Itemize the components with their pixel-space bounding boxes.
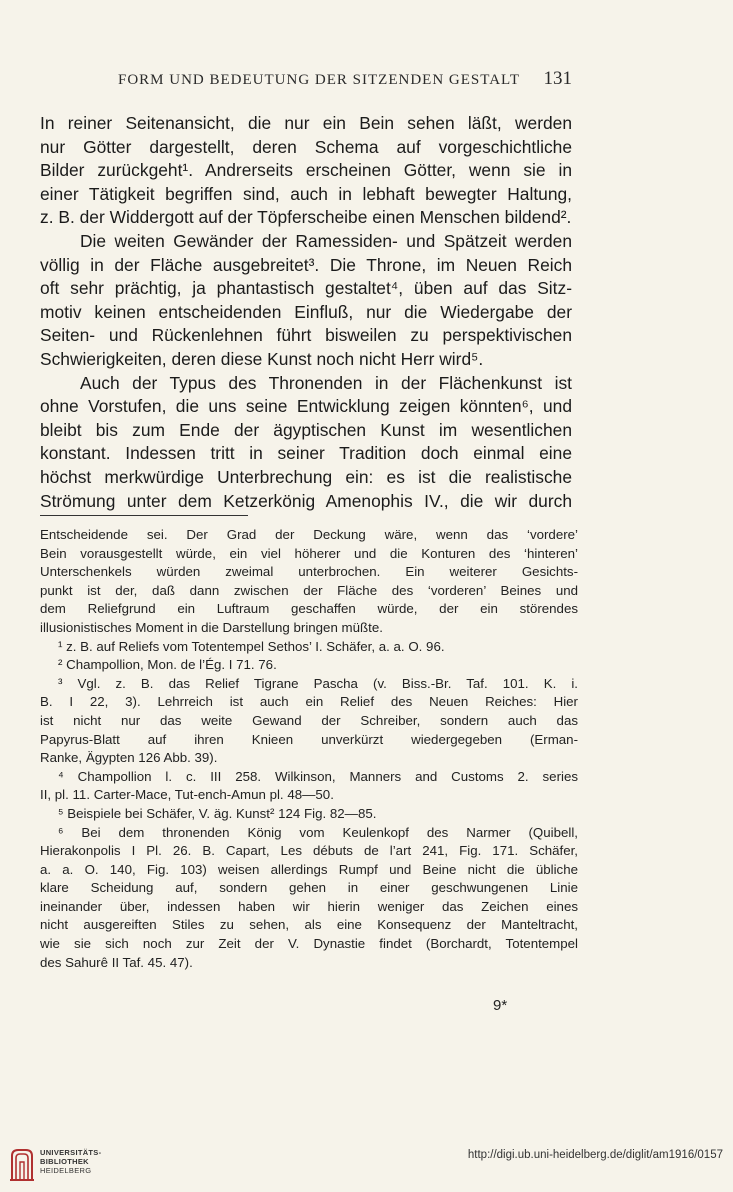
footnote-line: a. a. O. 140, Fig. 103) weisen allerdings Rumpf und Beine nicht die übliche xyxy=(40,861,578,877)
text-line: motiv keinen entscheidenden Einfluß, nur die Wiedergabe der xyxy=(40,301,572,322)
library-logo-icon xyxy=(8,1146,36,1182)
text-line: oft sehr prächtig, ja phantastisch gestaltet⁴, üben auf das Sitz- xyxy=(40,278,572,299)
page-header xyxy=(40,68,572,98)
digitization-footer xyxy=(0,1140,733,1192)
footnote-line: des Sahurê II Taf. 45. 47). xyxy=(40,954,193,970)
footnote-line: Papyrus-Blatt auf ihren Knieen unverkürzt wiedergegeben (Erman- xyxy=(40,731,578,747)
footnote-line: dem Reliefgrund ein Luftraum geschaffen würde, der ein störendes xyxy=(40,601,578,617)
footnote-1: ¹ z. B. auf Reliefs vom Totentempel Sethos’ I. Schäfer, a. a. O. 96. xyxy=(58,638,445,654)
footnote-2: ² Champollion, Mon. de l’Ég. I 71. 76. xyxy=(58,657,277,673)
footnote-3: ³ Vgl. z. B. das Relief Tigrane Pascha (v. Biss.-Br. Taf. 101. K. i. xyxy=(58,675,578,691)
footnote-line: wie sie sich noch zur Zeit der V. Dynastie findet (Borchardt, Totentempel xyxy=(40,936,578,952)
footnote-line: illusionistisches Moment in die Darstellung bringen müßte. xyxy=(40,619,383,635)
footnote-line: Entscheidende sei. Der Grad der Deckung wäre, wenn das ‘vordere’ xyxy=(40,527,578,542)
text-line: Strömung unter dem Ketzerkönig Amenophis IV., die wir durch xyxy=(40,490,572,511)
footnote-divider xyxy=(40,515,248,516)
text-line: z. B. der Widdergott auf der Töpferscheibe einen Menschen bildend². xyxy=(40,207,572,228)
page-number: 131 xyxy=(543,68,572,89)
text-line: einer Tätigkeit begriffen sind, auch in lebhaft bewegter Haltung, xyxy=(40,183,572,204)
text-line: In reiner Seitenansicht, die nur ein Bein sehen läßt, werden xyxy=(40,113,572,133)
signature-mark: 9* xyxy=(493,997,508,1014)
text-line: Die weiten Gewänder der Ramessiden- und Spätzeit werden xyxy=(80,230,572,251)
text-line: Seiten- und Rückenlehnen führt bisweilen zu perspektivischen xyxy=(40,325,572,346)
footnotes xyxy=(40,526,578,972)
text-line: ohne Vorstufen, die uns seine Entwicklung zeigen könnten⁶, und xyxy=(40,396,572,417)
footnote-line: Bein vorausgestellt würde, ein viel höherer und die Konturen des ‘hinteren’ xyxy=(40,545,578,561)
footnote-line: II, pl. 11. Carter-Mace, Tut-ench-Amun pl. 48—50. xyxy=(40,787,334,803)
source-url-link[interactable]: http://digi.ub.uni-heidelberg.de/diglit/am1916/0157 xyxy=(467,1149,723,1161)
main-text xyxy=(40,112,572,513)
footnote-line: punkt ist der, daß dann zwischen der Fläche des ‘vorderen’ Beines und xyxy=(40,582,578,598)
footnote-5: ⁵ Beispiele bei Schäfer, V. äg. Kunst² 124 Fig. 82—85. xyxy=(58,805,377,821)
library-line-1: UNIVERSITÄTS- xyxy=(40,1148,102,1157)
text-line: konstant. Indessen tritt in seiner Tradition doch einmal eine xyxy=(40,443,572,464)
running-head: FORM UND BEDEUTUNG DER SITZENDEN GESTALT xyxy=(118,72,520,88)
footnote-line: klare Scheidung auf, sondern gehen in einer geschwungenen Linie xyxy=(40,880,578,896)
footnote-6: ⁶ Bei dem thronenden König vom Keulenkopf des Narmer (Quibell, xyxy=(58,824,578,840)
text-line: Bilder zurückgeht¹. Andrerseits erscheinen Götter, wenn sie in xyxy=(40,160,572,181)
library-name xyxy=(40,1148,101,1175)
footnote-line: Unterschenkels würden zweimal unterbrochen. Ein weiterer Gesichts- xyxy=(40,564,578,580)
library-line-3: HEIDELBERG xyxy=(40,1166,92,1175)
library-line-2: BIBLIOTHEK xyxy=(40,1157,89,1166)
footnote-4: ⁴ Champollion l. c. III 258. Wilkinson, Manners and Customs 2. series xyxy=(58,768,578,784)
text-line: Auch der Typus des Thronenden in der Flächenkunst ist xyxy=(80,372,572,393)
text-line: völlig in der Fläche ausgebreitet³. Die Throne, im Neuen Reich xyxy=(40,254,572,275)
text-line: bleibt bis zum Ende der ägyptischen Kunst im wesentlichen xyxy=(40,419,572,440)
text-line: Schwierigkeiten, deren diese Kunst noch nicht Herr wird⁵. xyxy=(40,348,484,369)
footnote-line: Ranke, Ägypten 126 Abb. 39). xyxy=(40,750,218,766)
text-line: nur Götter dargestellt, deren Schema auf vorgeschichtliche xyxy=(40,136,572,157)
text-line: höchst merkwürdige Unterbrechung ein: es ist die realistische xyxy=(40,466,572,487)
footnote-line: nicht ausgereiften Stiles zu sehen, als eine Konsequenz der Manteltracht, xyxy=(40,917,578,933)
footnote-line: ineinander über, indessen haben wir hierin weniger das Zeichen eines xyxy=(40,898,578,914)
footnote-line: ist nicht nur das weite Gewand der Schreiber, sondern auch das xyxy=(40,712,578,728)
footnote-line: B. I 22, 3). Lehrreich ist auch ein Relief des Neuen Reiches: Hier xyxy=(40,694,578,710)
footnote-line: Hierakonpolis I Pl. 26. B. Capart, Les débuts de l’art 241, Fig. 171. Schäfer, xyxy=(40,843,578,859)
